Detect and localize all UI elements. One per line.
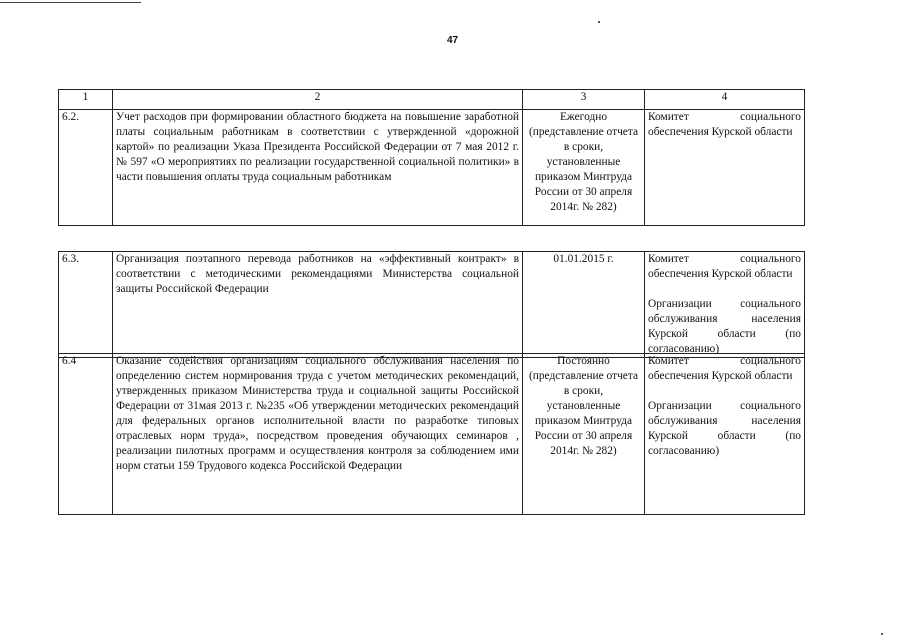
scan-speck <box>881 633 883 635</box>
table-row <box>59 252 805 358</box>
row-deadline: Постоянно (представление отчета в сроки, установленные приказом Минтруда России от 30 апреля 2014г. № 282) <box>523 354 645 515</box>
scan-speck <box>598 21 600 23</box>
row-executor <box>645 252 805 358</box>
row-number: 6.2. <box>59 110 113 226</box>
table-row <box>59 110 805 226</box>
executor-primary: Комитет социального обеспечения Курской области <box>648 253 801 280</box>
executor-secondary: Организации социального обслуживания населения Курской области (по согласованию) <box>648 400 801 457</box>
scan-artifact-line <box>0 2 141 3</box>
table-header <box>58 89 805 226</box>
header-col-2: 2 <box>113 90 523 110</box>
header-col-3: 3 <box>523 90 645 110</box>
row-deadline: 01.01.2015 г. <box>523 252 645 358</box>
row-description: Оказание содействия организациям социального обслуживания населения по определению систем нормирования труда с учетом методических рекомендаций, утвержденных приказом Министерства труда и социальной защиты Российской Федерации от 31мая 2013 г. №235 «Об утверждении методических рекомендаций для федеральных органов исполнительной власти по разработке типовых отраслевых норм труда», посредством проведения обучающих семинаров , реализации пилотных программ и осуществления контроля за соблюдением ими норм статьи 159 Трудового кодекса Российской Федерации <box>113 354 523 515</box>
header-col-4: 4 <box>645 90 805 110</box>
table-block-6-3 <box>58 251 805 358</box>
row-description: Учет расходов при формировании областного бюджета на повышение заработной платы социальным работникам в соответствии с утвержденной «дорожной картой» по реализации Указа Президента Российской Федерации от 7 мая 2012 г. № 597 «О мероприятиях по реализации государственной социальной политики» в части повышения оплаты труда социальным работникам <box>113 110 523 226</box>
table-block-6-4 <box>58 353 805 515</box>
executor-primary: Комитет социального обеспечения Курской области <box>648 355 801 382</box>
row-executor <box>645 354 805 515</box>
row-description: Организация поэтапного перевода работников на «эффективный контракт» в соответствии с методическими рекомендациями Министерства социальной защиты Российской Федерации <box>113 252 523 358</box>
table-row <box>59 354 805 515</box>
executor-secondary: Организации социального обслуживания населения Курской области (по согласованию) <box>648 298 801 355</box>
page-number: 47 <box>446 35 459 46</box>
row-executor <box>645 110 805 226</box>
header-col-1: 1 <box>59 90 113 110</box>
executor-primary: Комитет социального обеспечения Курской области <box>648 111 801 138</box>
row-number: 6.4 <box>59 354 113 515</box>
row-number: 6.3. <box>59 252 113 358</box>
row-deadline: Ежегодно (представление отчета в сроки, установленные приказом Минтруда России от 30 апреля 2014г. № 282) <box>523 110 645 226</box>
